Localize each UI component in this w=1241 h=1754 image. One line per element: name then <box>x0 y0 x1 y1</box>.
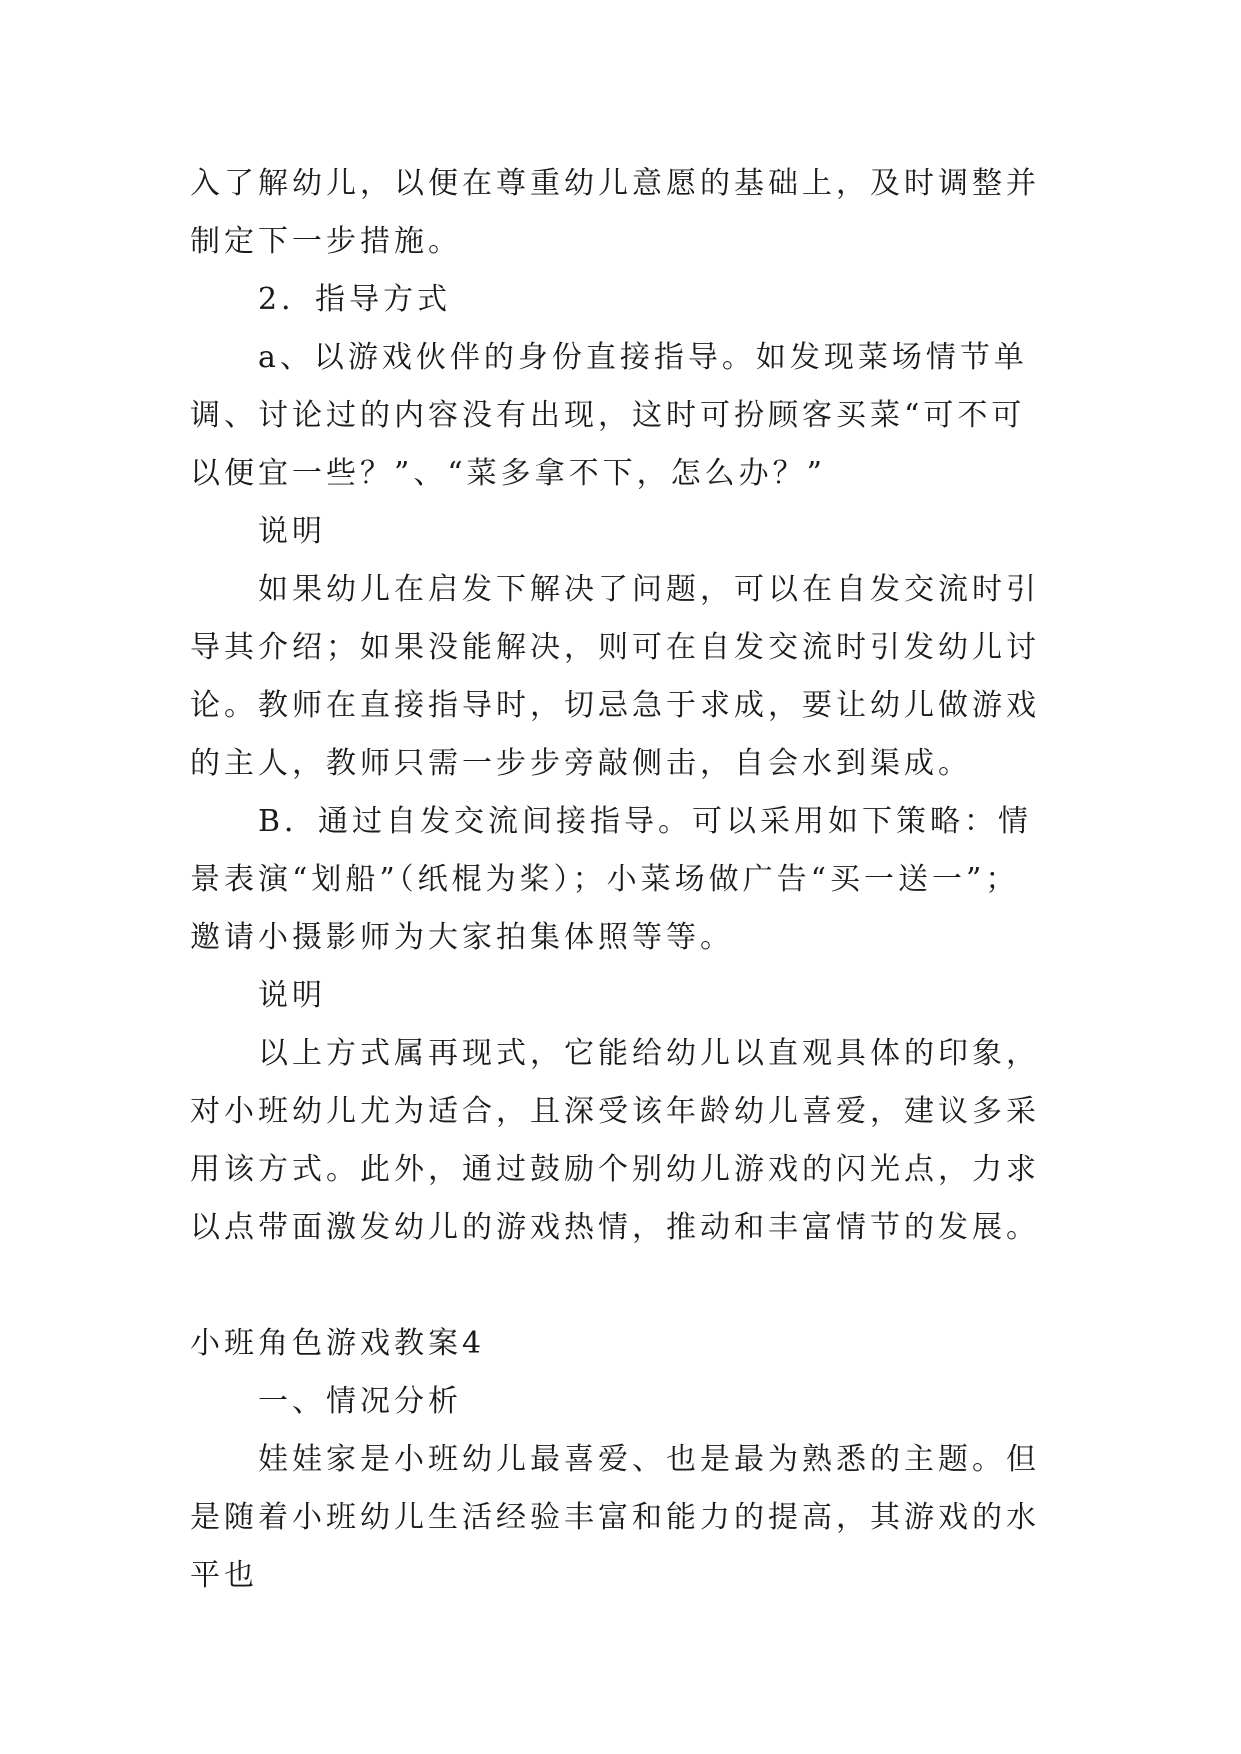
paragraph-note-indirect: 以上方式属再现式，它能给幼儿以直观具体的印象，对小班幼儿尤为适合，且深受该年龄幼儿喜爱，建议多采用该方式。此外，通过鼓励个别幼儿游戏的闪光点，力求以点带面激发幼儿的游戏热情，推动和丰富情节的发展。 <box>190 1036 1040 1245</box>
section-title: 小班角色游戏教案4 <box>190 1326 486 1361</box>
heading-situation-analysis: 一、情况分析 <box>258 1384 462 1419</box>
note-label: 说明 <box>258 978 326 1013</box>
note-label: 说明 <box>258 514 326 549</box>
document-body <box>190 155 1052 1605</box>
paragraph-note-direct: 如果幼儿在启发下解决了问题，可以在自发交流时引导其介绍；如果没能解决，则可在自发交流时引发幼儿讨论。教师在直接指导时，切忌急于求成，要让幼儿做游戏的主人，教师只需一步步旁敲侧击，自会水到渠成。 <box>190 572 1040 781</box>
paragraph-situation: 娃娃家是小班幼儿最喜爱、也是最为熟悉的主题。但是随着小班幼儿生活经验丰富和能力的提高，其游戏的水平也 <box>190 1442 1040 1593</box>
paragraph-direct-guidance: a、以游戏伙伴的身份直接指导。如发现菜场情节单调、讨论过的内容没有出现，这时可扮顾客买菜“可不可以便宜一些？”、“菜多拿不下，怎么办？” <box>190 340 1028 491</box>
paragraph-continuation: 入了解幼儿，以便在尊重幼儿意愿的基础上，及时调整并制定下一步措施。 <box>190 166 1040 259</box>
heading-guidance-method: 2．指导方式 <box>258 282 452 317</box>
paragraph-indirect-guidance: B．通过自发交流间接指导。可以采用如下策略：情景表演“划船”（纸棍为桨）；小菜场做广告“买一送一”；邀请小摄影师为大家拍集体照等等。 <box>190 804 1033 955</box>
